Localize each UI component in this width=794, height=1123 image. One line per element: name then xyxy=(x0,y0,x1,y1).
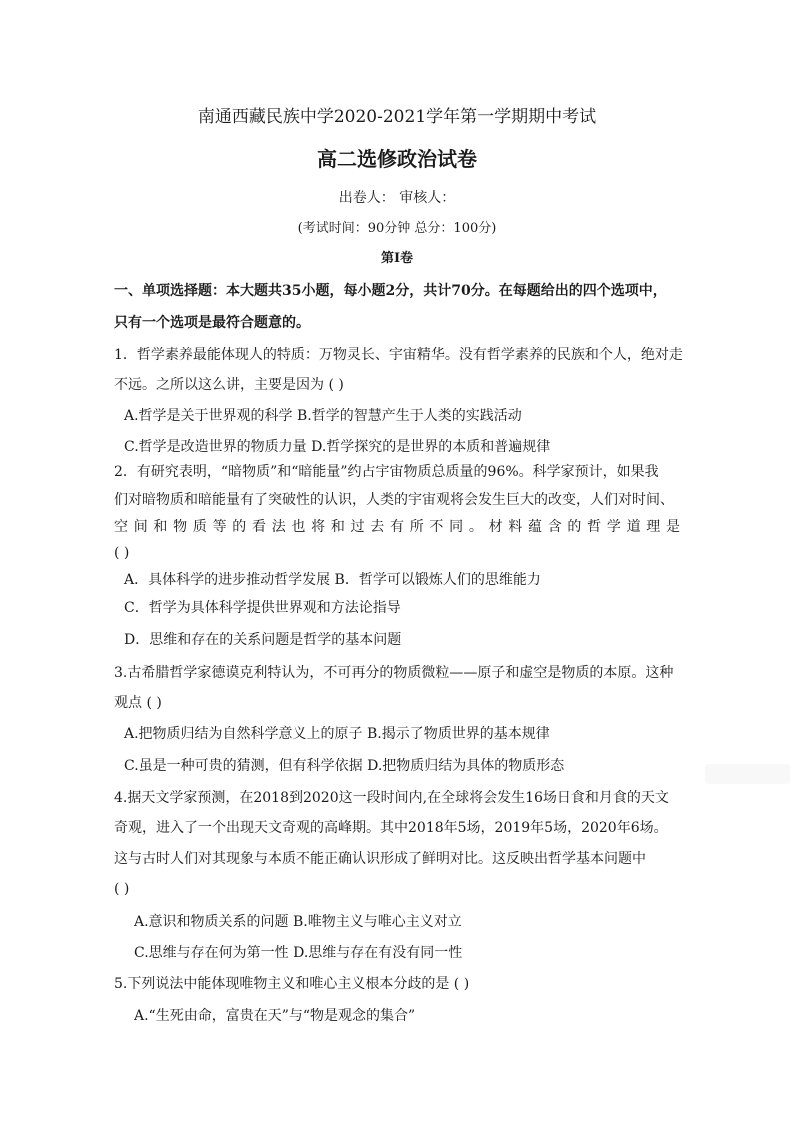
paper-title: 高二选修政治试卷 xyxy=(317,147,477,171)
q3-stem-line2: 观点 ( ) xyxy=(114,695,162,711)
authors-line: 出卷人： 审核人： xyxy=(338,190,456,206)
q3-options-line1: A.把物质归结为自然科学意义上的原子 B.揭示了物质世界的基本规律 xyxy=(124,726,550,742)
q5-stem-line1: 5.下列说法中能体现唯物主义和唯心主义根本分歧的是 ( ) xyxy=(114,976,470,992)
volume-label: 第Ⅰ卷 xyxy=(380,251,414,266)
q2-stem-line2: 们对暗物质和暗能量有了突破性的认识，人类的宇宙观将会发生巨大的改变，人们对时间、 xyxy=(114,492,674,508)
q4-stem-line4: ( ) xyxy=(114,881,130,897)
q4-stem-line1: 4.据天文学家预测，在2018到2020这一段时间内,在全球将会发生16场日食和月食的天文 xyxy=(114,790,669,806)
q4-stem-line2: 奇观，进入了一个出现天文奇观的高峰期。其中2018年5场，2019年5场，2020年6场。 xyxy=(114,820,668,836)
q2-stem-line3: 空间和物质等的看法也将和过去有所不同。材料蕴含的哲学道理是 xyxy=(114,519,680,535)
exam-info: (考试时间：90分钟 总分：100分) xyxy=(297,221,497,236)
q2-option-d: D．思维和存在的关系问题是哲学的基本问题 xyxy=(124,632,402,648)
q2-stem-line1: 2．有研究表明，“暗物质”和“暗能量”约占宇宙物质总质量的96%。科学家预计，如果我 xyxy=(114,464,659,480)
q4-options-line1: A.意识和物质关系的问题 B.唯物主义与唯心主义对立 xyxy=(134,914,462,930)
q3-stem-line1: 3.古希腊哲学家德谟克利特认为，不可再分的物质微粒——原子和虚空是物质的本原。这种 xyxy=(114,665,674,681)
q1-stem-line2: 不远。之所以这么讲，主要是因为 ( ) xyxy=(114,377,344,393)
q2-option-c: C．哲学为具体科学提供世界观和方法论指导 xyxy=(124,600,401,616)
faint-watermark xyxy=(705,764,790,784)
q2-stem-line4: ( ) xyxy=(114,545,130,561)
section-heading-line2: 只有一个选项是最符合题意的。 xyxy=(114,315,310,331)
q1-options-line1: A.哲学是关于世界观的科学 B.哲学的智慧产生于人类的实践活动 xyxy=(124,408,522,424)
q5-option-a: A.“生死由命，富贵在天”与“物是观念的集合” xyxy=(134,1008,416,1024)
q2-options-ab: A．具体科学的进步推动哲学发展 B．哲学可以锻炼人们的思维能力 xyxy=(124,572,541,588)
q1-stem-line1: 1．哲学素养最能体现人的特质：万物灵长、宇宙精华。没有哲学素养的民族和个人，绝对走 xyxy=(114,347,683,363)
school-exam-title: 南通西藏民族中学2020-2021学年第一学期期中考试 xyxy=(197,107,597,127)
q1-options-line2: C.哲学是改造世界的物质力量 D.哲学探究的是世界的本质和普遍规律 xyxy=(124,439,551,455)
q3-options-line2: C.虽是一种可贵的猜测，但有科学依据 D.把物质归结为具体的物质形态 xyxy=(124,758,565,774)
q4-options-line2: C.思维与存在何为第一性 D.思维与存在有没有同一性 xyxy=(134,945,463,961)
q4-stem-line3: 这与古时人们对其现象与本质不能正确认识形成了鲜明对比。这反映出哲学基本问题中 xyxy=(114,851,646,867)
section-heading-line1: 一、单项选择题：本大题共35小题，每小题2分，共计70分。在每题给出的四个选项中， xyxy=(114,283,667,299)
